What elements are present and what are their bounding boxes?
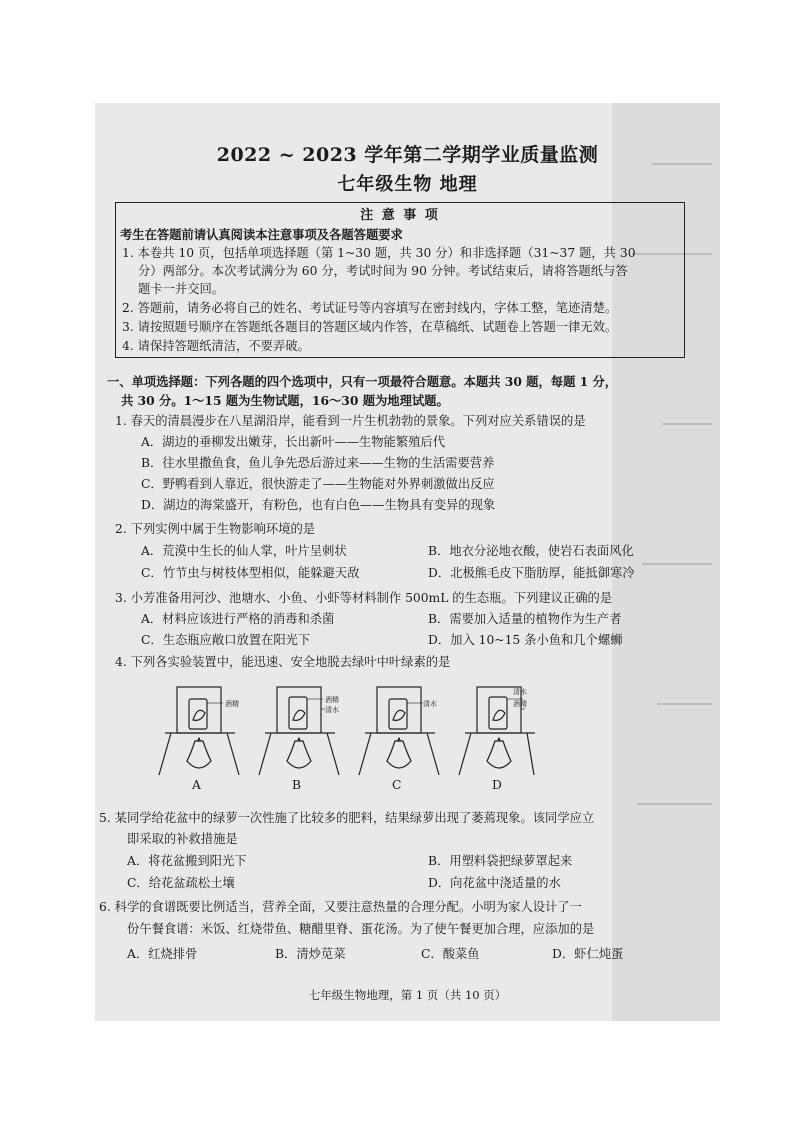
stand-leg-c xyxy=(359,733,371,775)
q3-option-d: D．加入 10~15 条小鱼和几个螺蛳 xyxy=(428,633,623,647)
leaf-a xyxy=(193,710,205,720)
q2-option-a: A．荒漠中生长的仙人掌，叶片呈刺状 xyxy=(141,544,347,558)
leaf-d xyxy=(493,710,505,720)
q3-stem: 3. 小芳准备用河沙、池塘水、小鱼、小虾等材料制作 500mL 的生态瓶。下列建议正确的是 xyxy=(115,591,613,605)
section-header-cont: 共 30 分。1～15 题为生物试题，16～30 题为地理试题。 xyxy=(121,393,449,408)
bleed-mark xyxy=(637,803,712,805)
q4-label-a: A xyxy=(192,778,201,792)
q1-option-c: C．野鸭看到人靠近，很快游走了——生物能对外界刺激做出反应 xyxy=(141,477,495,491)
q1-option-a: A．湖边的垂柳发出嫩芽，长出新叶——生物能繁殖后代 xyxy=(141,435,446,449)
lamp-a xyxy=(187,741,211,768)
notice-lead: 考生在答题前请认真阅读本注意事项及各题答题要求 xyxy=(120,227,403,242)
q4-label-c: C xyxy=(392,778,402,792)
stand-leg-a xyxy=(159,733,171,775)
leaf-b xyxy=(293,710,305,720)
liquid-label: 酒精 xyxy=(325,696,339,704)
q5-option-b: B．用塑料袋把绿萝罩起来 xyxy=(428,854,573,868)
lamp-b xyxy=(287,741,311,768)
q3-option-b: B．需要加入适量的植物作为生产者 xyxy=(428,612,622,626)
notice-item: 题卡一并交回。 xyxy=(138,282,225,296)
q2-option-c: C．竹节虫与树枝体型相似，能躲避天敌 xyxy=(141,566,360,580)
q5-option-d: D．向花盆中浇适量的水 xyxy=(428,876,561,890)
notice-box xyxy=(115,202,685,358)
q4-label-d: D xyxy=(492,778,502,792)
bleed-mark xyxy=(662,423,712,425)
exam-subtitle: 七年级生物 地理 xyxy=(337,174,478,195)
bleed-mark xyxy=(642,563,712,565)
q3-option-c: C．生态瓶应敞口放置在阳光下 xyxy=(141,633,311,647)
notice-item: 3. 请按照题号顺序在答题纸各题目的答题区域内作答，在草稿纸、试题卷上答题一律无效。 xyxy=(122,320,618,334)
liquid-label: 清水 xyxy=(423,700,437,708)
q6-option-c: C．酸菜鱼 xyxy=(421,947,480,961)
q1-option-d: D．湖边的海棠盛开，有粉色，也有白色——生物具有变异的现象 xyxy=(141,498,496,512)
liquid-label: 清水 xyxy=(325,706,339,714)
q5-stem-cont: 即采取的补救措施是 xyxy=(127,832,238,846)
notice-item: 2. 答题前，请务必将自己的姓名、考试证号等内容填写在密封线内，字体工整，笔迹清楚。 xyxy=(122,301,618,315)
stand-leg-a xyxy=(227,733,239,775)
liquid-label: 酒精 xyxy=(513,700,527,708)
liquid-label: 酒精 xyxy=(225,700,239,708)
lamp-c xyxy=(387,741,411,768)
q6-stem-cont: 份午餐食谱：米饭、红烧带鱼、糖醋里脊、蛋花汤。为了使午餐更加合理，应添加的是 xyxy=(127,922,595,936)
q2-stem: 2. 下列实例中属于生物影响环境的是 xyxy=(115,522,316,536)
q5-option-c: C．给花盆疏松土壤 xyxy=(127,876,235,890)
q3-option-a: A．材料应该进行严格的消毒和杀菌 xyxy=(141,612,335,626)
q4-label-b: B xyxy=(292,778,302,792)
notice-item: 分）两部分。本次考试满分为 60 分，考试时间为 90 分钟。考试结束后，请将答题纸与答 xyxy=(138,264,628,278)
section-header: 一、单项选择题：下列各题的四个选项中，只有一项最符合题意。本题共 30 题，每题 1 分， xyxy=(107,374,618,389)
q1-option-b: B．往水里撒鱼食，鱼儿争先恐后游过来——生物的生活需要营养 xyxy=(141,456,495,470)
q1-stem: 1. 春天的清晨漫步在八星湖沿岸，能看到一片生机勃勃的景象。下列对应关系错误的是 xyxy=(115,414,586,428)
notice-heading: 注 意 事 项 xyxy=(360,208,440,223)
q6-stem: 6. 科学的食谱既要比例适当，营养全面，又要注意热量的合理分配。小明为家人设计了一 xyxy=(99,900,582,914)
stand-leg-d xyxy=(527,733,534,775)
q2-option-d: D．北极熊毛皮下脂肪厚，能抵御寒冷 xyxy=(428,566,635,580)
exam-sheet xyxy=(95,103,720,1021)
exam-title: 2022 ~ 2023 学年第二学期学业质量监测 xyxy=(216,144,599,166)
liquid-label: 清水 xyxy=(513,688,527,696)
q5-stem: 5. 某同学给花盆中的绿萝一次性施了比较多的肥料，结果绿萝出现了萎蔫现象。该同学应立 xyxy=(99,811,595,825)
notice-item: 1. 本卷共 10 页，包括单项选择题（第 1~30 题，共 30 分）和非选择题（31~37 题，共 30 xyxy=(122,246,636,260)
stand-leg-d xyxy=(459,733,471,775)
stand-leg-b xyxy=(327,733,339,775)
q6-option-b: B．清炒苋菜 xyxy=(275,947,346,961)
stand-leg-b xyxy=(259,733,271,775)
bleed-mark xyxy=(657,703,712,705)
q6-option-d: D．虾仁炖蛋 xyxy=(552,947,624,961)
stand-leg-c xyxy=(427,733,439,775)
q6-option-a: A．红烧排骨 xyxy=(127,947,198,961)
lamp-d xyxy=(487,741,511,768)
page-footer: 七年级生物地理，第 1 页（共 10 页） xyxy=(308,988,507,1002)
q2-option-b: B．地衣分泌地衣酸，使岩石表面风化 xyxy=(428,544,634,558)
leaf-c xyxy=(393,710,405,720)
q5-option-a: A．将花盆搬到阳光下 xyxy=(127,854,247,868)
notice-item: 4. 请保持答题纸清洁，不要弄破。 xyxy=(122,339,310,353)
q4-stem: 4. 下列各实验装置中，能迅速、安全地脱去绿叶中叶绿素的是 xyxy=(115,655,451,669)
